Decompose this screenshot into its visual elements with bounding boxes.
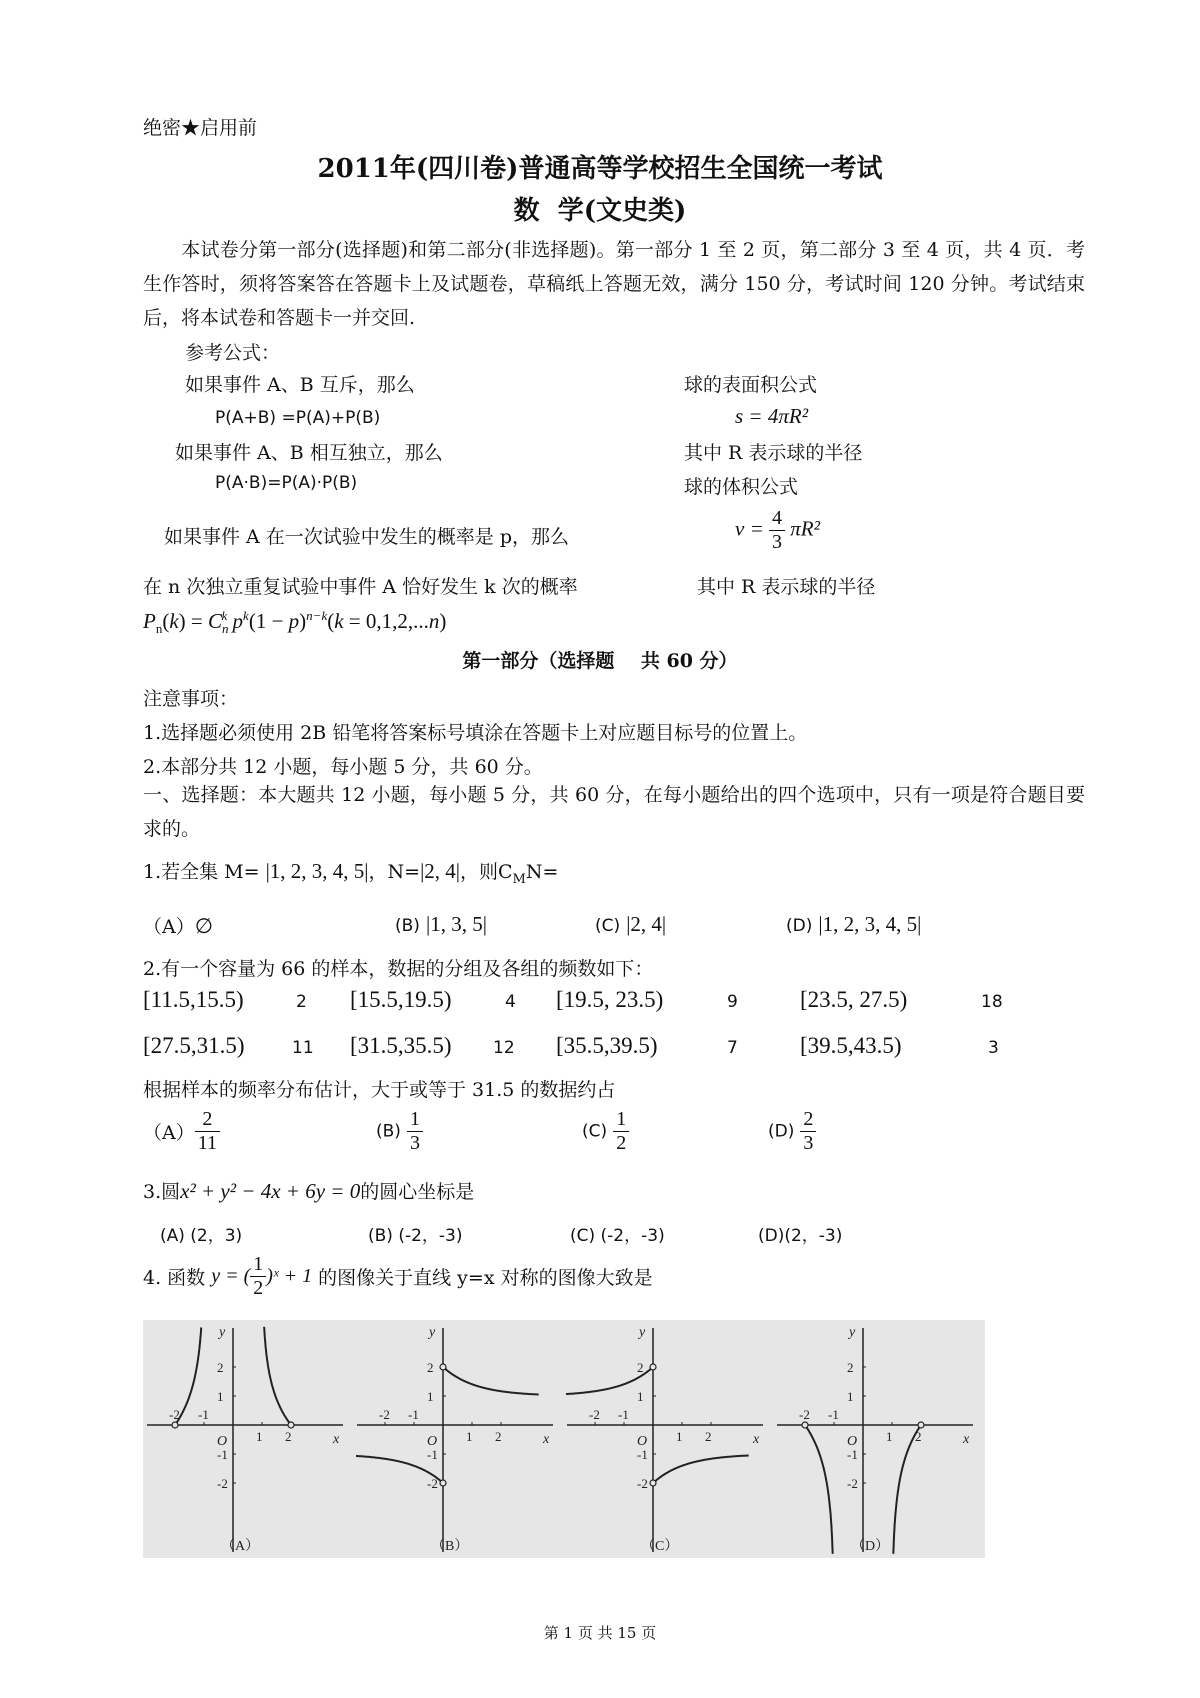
graph-letter: （B） — [431, 1539, 469, 1554]
question-4-stem — [143, 1253, 653, 1300]
y-axis-label: y — [219, 1325, 226, 1340]
q4-stem-b: 的图像关于直线 y=x 对称的图像大致是 — [318, 1267, 653, 1289]
q2-option-d-fraction — [800, 1108, 816, 1155]
q2-group-3: [19.5, 23.5) — [556, 987, 664, 1012]
x-tick-label: 2 — [495, 1429, 502, 1444]
q1-stem-d: N= — [525, 861, 559, 883]
q1-option-d — [786, 912, 921, 937]
x-tick-label: -1 — [408, 1407, 419, 1422]
q2-option-b-fraction — [407, 1108, 423, 1155]
q2-option-c — [582, 1108, 629, 1155]
q2-option-a-den: 11 — [197, 1132, 217, 1154]
origin-label: O — [847, 1434, 858, 1449]
q1-option-c-value: |2, 4| — [626, 912, 667, 936]
open-point — [288, 1422, 294, 1428]
q4-func-den: 2 — [253, 1277, 264, 1299]
q2-option-a-num: 2 — [195, 1108, 220, 1132]
exam-title: 2011年(四川卷)普通高等学校招生全国统一考试 — [317, 154, 883, 184]
y-tick-label: -1 — [217, 1447, 228, 1462]
radius-note-2: 其中 R 表示球的半径 — [697, 576, 876, 598]
curve-right — [893, 1425, 921, 1554]
q2-option-b-label: (B) — [376, 1121, 401, 1142]
part1-title: 第一部分（选择题 共 60 分） — [462, 650, 738, 672]
x-tick-label: -1 — [828, 1407, 839, 1422]
graph-c-svg — [563, 1320, 773, 1558]
q2-option-b-den: 3 — [409, 1132, 420, 1154]
confidential-mark: 绝密★启用前 — [143, 117, 258, 139]
q2-option-d — [768, 1108, 816, 1155]
y-axis-label: y — [639, 1325, 646, 1340]
y-tick-label: 1 — [427, 1389, 434, 1404]
y-axis-label: y — [429, 1325, 436, 1340]
x-tick-label: 1 — [466, 1429, 473, 1444]
q1-option-c-label: (C) — [595, 916, 621, 936]
x-tick-label: 2 — [705, 1429, 712, 1444]
x-axis-label: x — [333, 1432, 340, 1447]
graph-letter: （D） — [851, 1539, 890, 1554]
q2-group-8: [39.5,43.5) — [800, 1033, 902, 1058]
q2-option-a-label: （A） — [143, 1122, 195, 1144]
q4-func-fraction — [250, 1253, 266, 1300]
x-tick-label: -1 — [618, 1407, 629, 1422]
question-2-stem: 2.有一个容量为 66 的样本，数据的分组及各组的频数如下： — [143, 958, 654, 980]
curve-lower — [653, 1456, 749, 1484]
q1-stem-c: ，则C — [459, 861, 513, 883]
sphere-area-label: 球的表面积公式 — [684, 374, 818, 396]
q3-stem-b: 的圆心坐标是 — [360, 1181, 475, 1203]
q1-option-b-label: (B) — [395, 916, 420, 936]
q2-count-2: 4 — [505, 992, 516, 1012]
y-tick-label: 2 — [217, 1360, 224, 1375]
q1-option-d-label: (D) — [786, 916, 813, 936]
intro-paragraph — [143, 233, 1085, 335]
open-point — [440, 1364, 446, 1370]
radius-note-1: 其中 R 表示球的半径 — [684, 442, 863, 464]
y-tick-label: -1 — [427, 1447, 438, 1462]
y-tick-label: -2 — [847, 1476, 858, 1491]
graph-letter: （C） — [641, 1539, 679, 1554]
q2-option-b — [376, 1108, 423, 1155]
mutex-formula: P(A+B) =P(A)+P(B) — [215, 408, 381, 428]
x-tick-label: 1 — [676, 1429, 683, 1444]
open-point — [650, 1364, 656, 1370]
q1-option-a-value: ∅ — [194, 914, 214, 938]
q3-equation: x² + y² − 4x + 6y = 0 — [180, 1179, 361, 1203]
x-tick-label: 1 — [886, 1429, 893, 1444]
y-tick-label: -1 — [637, 1447, 648, 1462]
x-axis-label: x — [753, 1432, 760, 1447]
q2-option-c-label: (C) — [582, 1121, 608, 1142]
y-axis-label: y — [849, 1325, 856, 1340]
q2-count-7: 7 — [727, 1038, 738, 1058]
y-tick-label: 1 — [217, 1389, 224, 1404]
q3-option-c: (C) (-2，-3) — [570, 1226, 665, 1246]
formula-heading: 参考公式： — [185, 342, 281, 364]
q4-stem-a: 4. 函数 — [143, 1267, 206, 1289]
open-point — [918, 1422, 924, 1428]
q1-option-b — [395, 912, 487, 937]
exam-subject: 数 学(文史类) — [513, 196, 687, 226]
q3-option-d: (D)(2，-3) — [758, 1226, 843, 1246]
q2-group-2: [15.5,19.5) — [350, 987, 452, 1012]
notice-heading: 注意事项： — [143, 688, 239, 710]
notice-2: 2.本部分共 12 小题，每小题 5 分，共 60 分。 — [143, 756, 543, 778]
volume-lhs: v = — [735, 516, 764, 541]
y-tick-label: 2 — [427, 1360, 434, 1375]
open-point — [172, 1422, 178, 1428]
q1-option-c — [595, 912, 666, 937]
repeat-label: 在 n 次独立重复试验中事件 A 恰好发生 k 次的概率 — [143, 576, 578, 598]
q1-set-m: |1, 2, 3, 4, 5| — [265, 859, 369, 883]
intro-text: 本试卷分第一部分(选择题)和第二部分(非选择题)。第一部分 1 至 2 页，第二部分 3 至 4 页，共 4 页．考生作答时，须将答案答在答题卡上及试题卷，草稿纸上答题无效，满分 150 分，考试时间 120 分钟。考试结束后，将本试卷和答题卡一并交回. — [143, 239, 1085, 329]
graph-d-svg — [773, 1320, 983, 1558]
q2-group-6: [31.5,35.5) — [350, 1033, 452, 1058]
graph-b — [353, 1320, 563, 1558]
sphere-volume-formula — [735, 507, 820, 554]
open-point — [802, 1422, 808, 1428]
x-axis-label: x — [543, 1432, 550, 1447]
q2-option-a-fraction — [195, 1108, 220, 1155]
q2-count-1: 2 — [296, 992, 307, 1012]
y-tick-label: -2 — [637, 1476, 648, 1491]
q4-func-lhs: y = ( — [211, 1265, 251, 1287]
q4-func-rhs: )ˣ + 1 — [266, 1265, 313, 1287]
graph-a — [143, 1320, 353, 1558]
y-tick-label: -1 — [847, 1447, 858, 1462]
q2-option-b-num: 1 — [407, 1108, 423, 1132]
q2-option-d-den: 3 — [803, 1132, 814, 1154]
q2-count-6: 12 — [493, 1038, 515, 1058]
q2-count-3: 9 — [727, 992, 738, 1012]
curve-upper — [443, 1367, 539, 1395]
volume-fraction — [769, 507, 785, 554]
volume-denominator: 3 — [772, 531, 782, 553]
y-tick-label: -2 — [217, 1476, 228, 1491]
volume-numerator: 4 — [769, 507, 785, 531]
q2-count-8: 3 — [988, 1038, 999, 1058]
open-point — [650, 1480, 656, 1486]
y-tick-label: 2 — [637, 1360, 644, 1375]
origin-label: O — [637, 1434, 648, 1449]
page-number: 第 1 页 共 15 页 — [543, 1624, 657, 1642]
q3-stem-a: 3.圆 — [143, 1181, 181, 1203]
q3-option-a: (A) (2，3) — [160, 1226, 243, 1246]
indep-formula: P(A·B)=P(A)·P(B) — [215, 473, 358, 493]
q1-set-n: |2, 4| — [420, 859, 460, 883]
binomial-formula: $P_n(k) = C_n^k$ $p^k(1 - p)^{n-k}(k = 0,1,2,...n)$ — [143, 608, 447, 637]
y-tick-label: 2 — [847, 1360, 854, 1375]
question-3-stem — [143, 1177, 474, 1204]
q1-option-a-label: （A） — [143, 916, 195, 938]
q2-option-d-num: 2 — [800, 1108, 816, 1132]
q2-option-c-fraction — [613, 1108, 629, 1155]
q2-question: 根据样本的频率分布估计，大于或等于 31.5 的数据约占 — [143, 1079, 616, 1101]
graph-b-svg — [353, 1320, 563, 1558]
mutex-label: 如果事件 A、B 互斥，那么 — [185, 374, 415, 396]
volume-rhs: πR² — [790, 516, 820, 541]
x-tick-label: -2 — [169, 1407, 180, 1422]
q2-option-a — [143, 1108, 220, 1155]
prob-label: 如果事件 A 在一次试验中发生的概率是 p，那么 — [164, 526, 570, 548]
sphere-volume-label: 球的体积公式 — [684, 476, 799, 498]
question-1-stem — [143, 857, 558, 887]
q1-option-a — [143, 912, 213, 939]
q2-option-c-num: 1 — [613, 1108, 629, 1132]
q4-graphs — [143, 1320, 985, 1558]
curve-left — [805, 1425, 833, 1554]
q4-func-num: 1 — [250, 1253, 266, 1277]
q2-count-5: 11 — [292, 1038, 314, 1058]
q2-group-4: [23.5, 27.5) — [800, 987, 908, 1012]
graph-letter: （A） — [221, 1539, 260, 1554]
x-tick-label: 2 — [285, 1429, 292, 1444]
section-intro: 一、选择题：本大题共 12 小题，每小题 5 分，共 60 分，在每小题给出的四个选项中，只有一项是符合题目要求的。 — [143, 784, 1085, 840]
y-tick-label: 1 — [637, 1389, 644, 1404]
q2-group-1: [11.5,15.5) — [143, 987, 244, 1012]
q2-option-d-label: (D) — [768, 1121, 795, 1142]
x-tick-label: -2 — [589, 1407, 600, 1422]
x-tick-label: 1 — [256, 1429, 263, 1444]
open-point — [440, 1480, 446, 1486]
x-tick-label: -1 — [198, 1407, 209, 1422]
q1-subscript: M — [512, 871, 526, 887]
q1-option-b-value: |1, 3, 5| — [425, 912, 487, 936]
graph-a-svg — [143, 1320, 353, 1558]
x-axis-label: x — [963, 1432, 970, 1447]
indep-label: 如果事件 A、B 相互独立，那么 — [175, 442, 443, 464]
y-tick-label: -2 — [427, 1476, 438, 1491]
x-tick-label: -2 — [379, 1407, 390, 1422]
q2-group-5: [27.5,31.5) — [143, 1033, 245, 1058]
origin-label: O — [217, 1434, 228, 1449]
origin-label: O — [427, 1434, 438, 1449]
q1-option-d-value: |1, 2, 3, 4, 5| — [818, 912, 922, 936]
x-tick-label: 2 — [915, 1429, 922, 1444]
q3-option-b: (B) (-2，-3) — [368, 1226, 463, 1246]
sphere-area-formula: s = 4πR² — [735, 404, 808, 428]
graph-c — [563, 1320, 773, 1558]
y-tick-label: 1 — [847, 1389, 854, 1404]
notice-1: 1.选择题必须使用 2B 铅笔将答案标号填涂在答题卡上对应题目标号的位置上。 — [143, 722, 808, 744]
curve-right — [264, 1327, 291, 1425]
q2-group-7: [35.5,39.5) — [556, 1033, 658, 1058]
x-tick-label: -2 — [799, 1407, 810, 1422]
q1-stem-a: 1.若全集 M= — [143, 861, 260, 883]
q2-option-c-den: 2 — [616, 1132, 627, 1154]
q1-stem-b: ，N= — [368, 861, 421, 883]
graph-d — [773, 1320, 983, 1558]
q2-count-4: 18 — [981, 992, 1003, 1012]
